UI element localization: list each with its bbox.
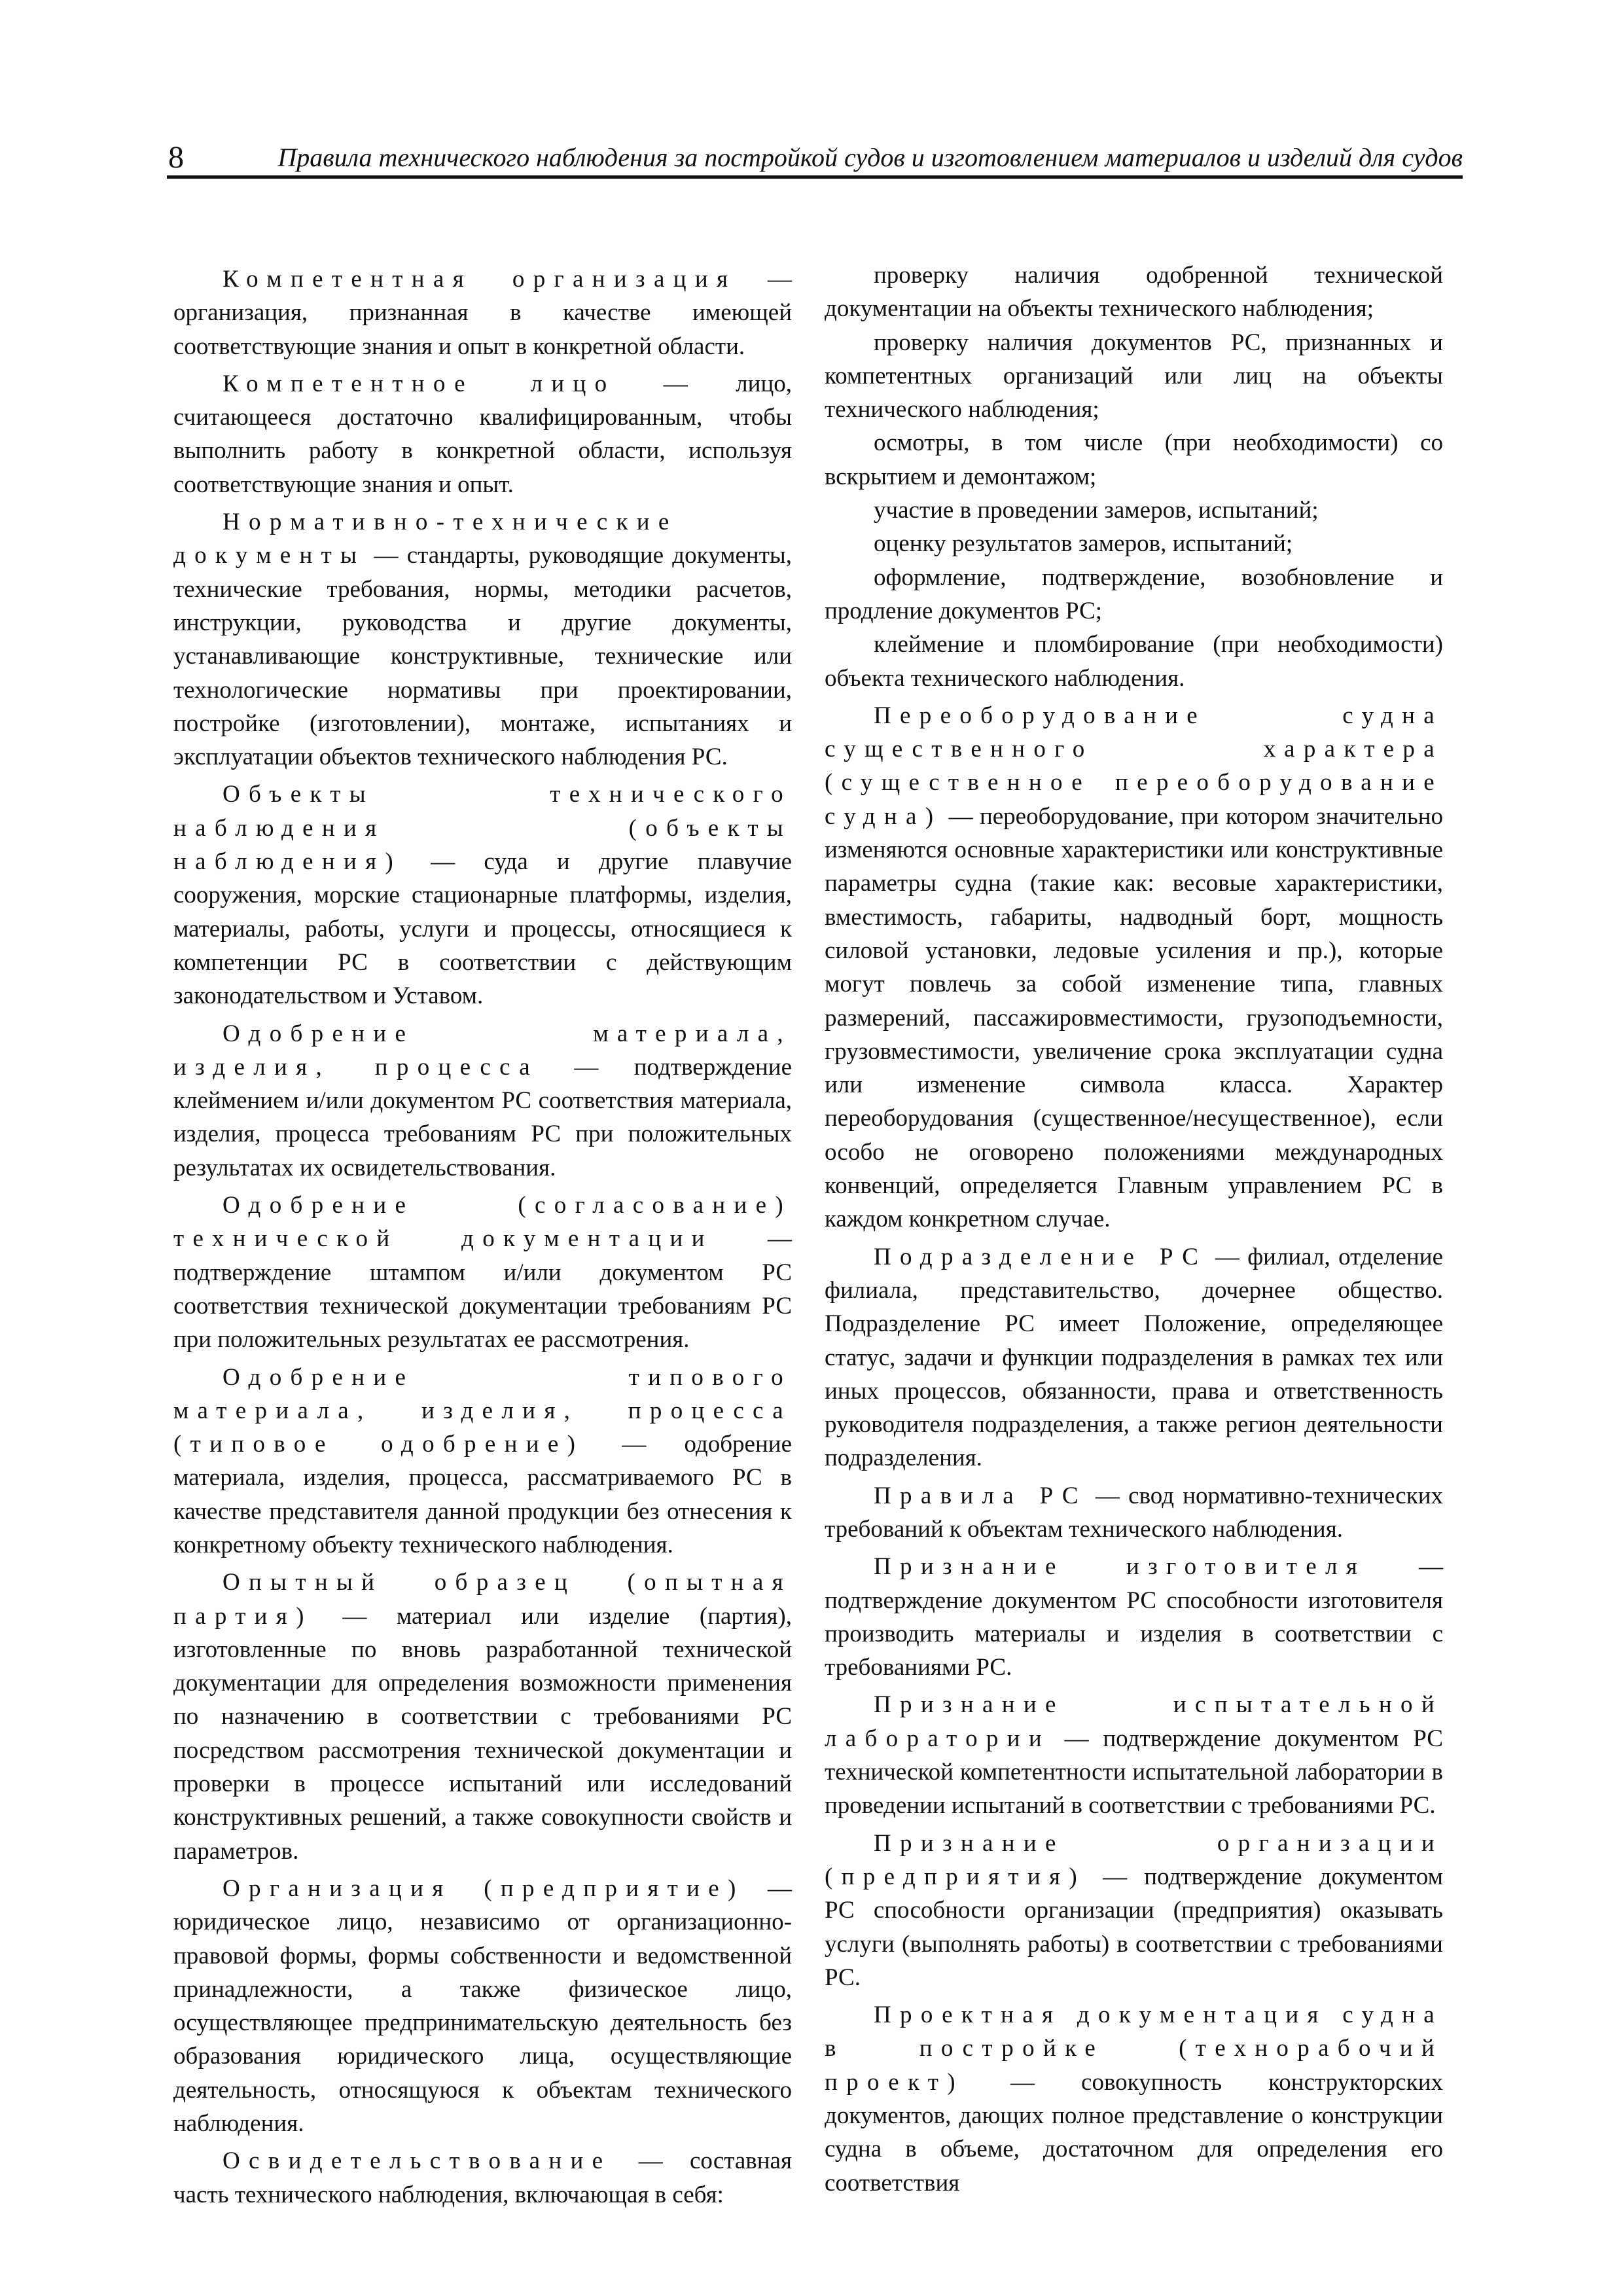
list-paragraph [825,527,1443,560]
definition-term: Признание изготовителя [874,1553,1366,1581]
left-column [173,259,792,2212]
definition-paragraph [173,1189,792,1356]
definition-text: — подтверждение документом РС технической компетентности испытательной лаборатории в проведении испытаний в соответствии с требованиями РС. [825,1725,1443,1820]
definition-text: — подтверждение штампом и/или документом РС соответствия технической документации требованиям РС при положительных результатах ее рассмотрения. [173,1225,792,1354]
definition-term: Одобрение материала, изделия, процесса [173,1020,792,1081]
definition-text: — совокупность конструкторских документов, дающих полное представление о конструкции судна в объеме, достаточном для определения его соответствия [825,2068,1443,2197]
definition-term: Освидетельствование [223,2147,612,2175]
definition-term: Организация (предприятие) [223,1874,745,1902]
list-item-text: оценку результатов замеров, испытаний; [874,530,1293,558]
definition-text: — филиал, отделение филиала, представительство, дочернее общество. Подразделение РС имеет Положение, определяющее статус, задачи и функции подразделения в рамках тех или иных процессов, обязанности, права и ответственность руководителя подразделения, а также регион деятельности подразделения. [825,1243,1443,1472]
definition-text: — подтверждение документом РС способности организации (предприятия) оказывать услуги (выполнять работы) в соответствии с требованиями РС. [825,1863,1443,1991]
definition-text: — лицо, считающееся достаточно квалифицированным, чтобы выполнить работу в конкретной области, используя соответствующие знания и опыт. [173,370,792,498]
page-header [167,137,1463,177]
definition-term: Опытный образец (опытная партия) [173,1569,792,1630]
list-paragraph [825,628,1443,695]
definition-paragraph [173,1872,792,2140]
definition-text: — переоборудование, при котором значительно изменяются основные характеристики или конструктивные параметры судна (такие как: весовые характеристики, вместимость, габариты, надводный борт, мощность силовой установки, ледовые усиления и пр.), которые могут повлечь за собой изменение типа, главных размерений, пассажировместимости, грузоподъемности, грузовместимости, увеличение срока эксплуатации судна или изменение символа класса. Характер переоборудования (существенное/несущественное), если особо не оговорено положениями международных конвенций, определяется Главным управлением РС в каждом конкретном случае. [825,802,1443,1233]
definition-term: Проектная документация судна в постройке (технорабочий проект) [825,2001,1443,2096]
definition-text: — подтверждение клеймением и/или документом РС соответствия материала, изделия, процесса требованиям РС при положительных результатах их освидетельствования. [173,1053,792,1181]
definition-term: Подразделение РС [874,1243,1207,1270]
list-paragraph [825,326,1443,427]
list-item-text: осмотры, в том числе (при необходимости) со вскрытием и демонтажом; [825,429,1443,490]
definition-paragraph [825,1240,1443,1475]
definition-text: — юридическое лицо, независимо от организационно-правовой формы, формы собственности и ведомственной принадлежности, а также физическое лицо, осуществляющее предпринимательскую деятельность без образования юридического лица, осуществляющие деятельность, относящуюся к объектам технического наблюдения. [173,1874,793,2138]
list-paragraph [825,259,1443,326]
definition-term: Переоборудование судна существенного характера (существенное переоборудование судна) [825,702,1443,830]
definition-paragraph [173,1566,792,1868]
running-title: Правила технического наблюдения за постройкой судов и изготовлением материалов и изделий для судов [277,143,1463,172]
definition-paragraph [173,2144,792,2212]
definition-paragraph [825,1827,1443,1994]
definition-paragraph [825,1550,1443,1684]
header-rule [167,175,1463,179]
definition-paragraph [825,1479,1443,1547]
definition-term: Признание испытательной лаборатории [825,1691,1443,1752]
definition-paragraph [173,505,792,774]
page-number: 8 [168,140,184,175]
definition-text: — подтверждение документом РС способности изготовителя производить материалы и изделия в соответствии с требованиями РС. [825,1553,1444,1681]
definition-paragraph [173,778,792,1013]
definition-term: Компетентная организация [223,266,737,293]
definition-text: — стандарты, руководящие документы, технические требования, нормы, методики расчетов, инструкции, руководства и другие документы, устанавливающие конструктивные, технические или технологические нормативы при проектировании, постройке (изготовлении), монтаже, испытаниях и эксплуатации объектов технического наблюдения РС. [173,542,792,771]
definition-paragraph [173,367,792,501]
definition-text: — составная часть технического наблюдения, включающая в себя: [173,2147,792,2208]
definition-term: Компетентное лицо [223,370,616,397]
list-paragraph [825,426,1443,493]
list-item-text: участие в проведении замеров, испытаний; [874,497,1319,524]
definition-term: Правила РС [874,1482,1087,1509]
definition-term: Одобрение типового материала, изделия, процесса (типовое одобрение) [173,1363,792,1458]
definition-paragraph [825,1688,1443,1822]
definition-text: — организация, признанная в качестве имеющей соответствующие знания и опыт в конкретной области. [173,266,792,360]
list-item-text: клеймение и пломбирование (при необходимости) объекта технического наблюдения. [825,631,1443,692]
definition-text: — материал или изделие (партия), изготовленные по вновь разработанной технической документации для определения возможности применения по назначению в соответствии с требованиями РС посредством рассмотрения технической документации и проверки в процессе испытаний или исследований конструктивных решений, а также совокупности свойств и параметров. [173,1602,792,1865]
list-paragraph [825,493,1443,527]
definition-paragraph [825,699,1443,1236]
definition-text: — свод нормативно-технических требований к объектам технического наблюдения. [825,1482,1443,1543]
definition-text: — одобрение материала, изделия, процесса, рассматриваемого РС в качестве представителя данной продукции без отнесения к конкретному объекту технического наблюдения. [173,1431,792,1558]
right-column [825,259,1443,2200]
definition-text: — суда и другие плавучие сооружения, морские стационарные платформы, изделия, материалы, работы, услуги и процессы, относящиеся к компетенции РС в соответствии с действующим законодательством и Уставом. [173,848,792,1010]
list-item-text: проверку наличия одобренной технической документации на объекты технического наблюдения; [825,262,1443,323]
definition-term: Одобрение (согласование) технической документации [173,1192,792,1253]
list-item-text: проверку наличия документов РС, признанных и компетентных организаций или лиц на объекты технического наблюдения; [825,329,1443,423]
definition-paragraph [173,1361,792,1562]
definition-term: Признание организации (предприятия) [825,1829,1443,1890]
definition-paragraph [173,262,792,363]
definition-paragraph [825,1998,1443,2200]
list-paragraph [825,561,1443,628]
definition-term: Объекты технического наблюдения (объекты наблюдения) [173,781,792,876]
list-item-text: оформление, подтверждение, возобновление и продление документов РС; [825,564,1443,624]
definition-term: Нормативно-технические документы [173,509,678,569]
definition-paragraph [173,1017,792,1185]
